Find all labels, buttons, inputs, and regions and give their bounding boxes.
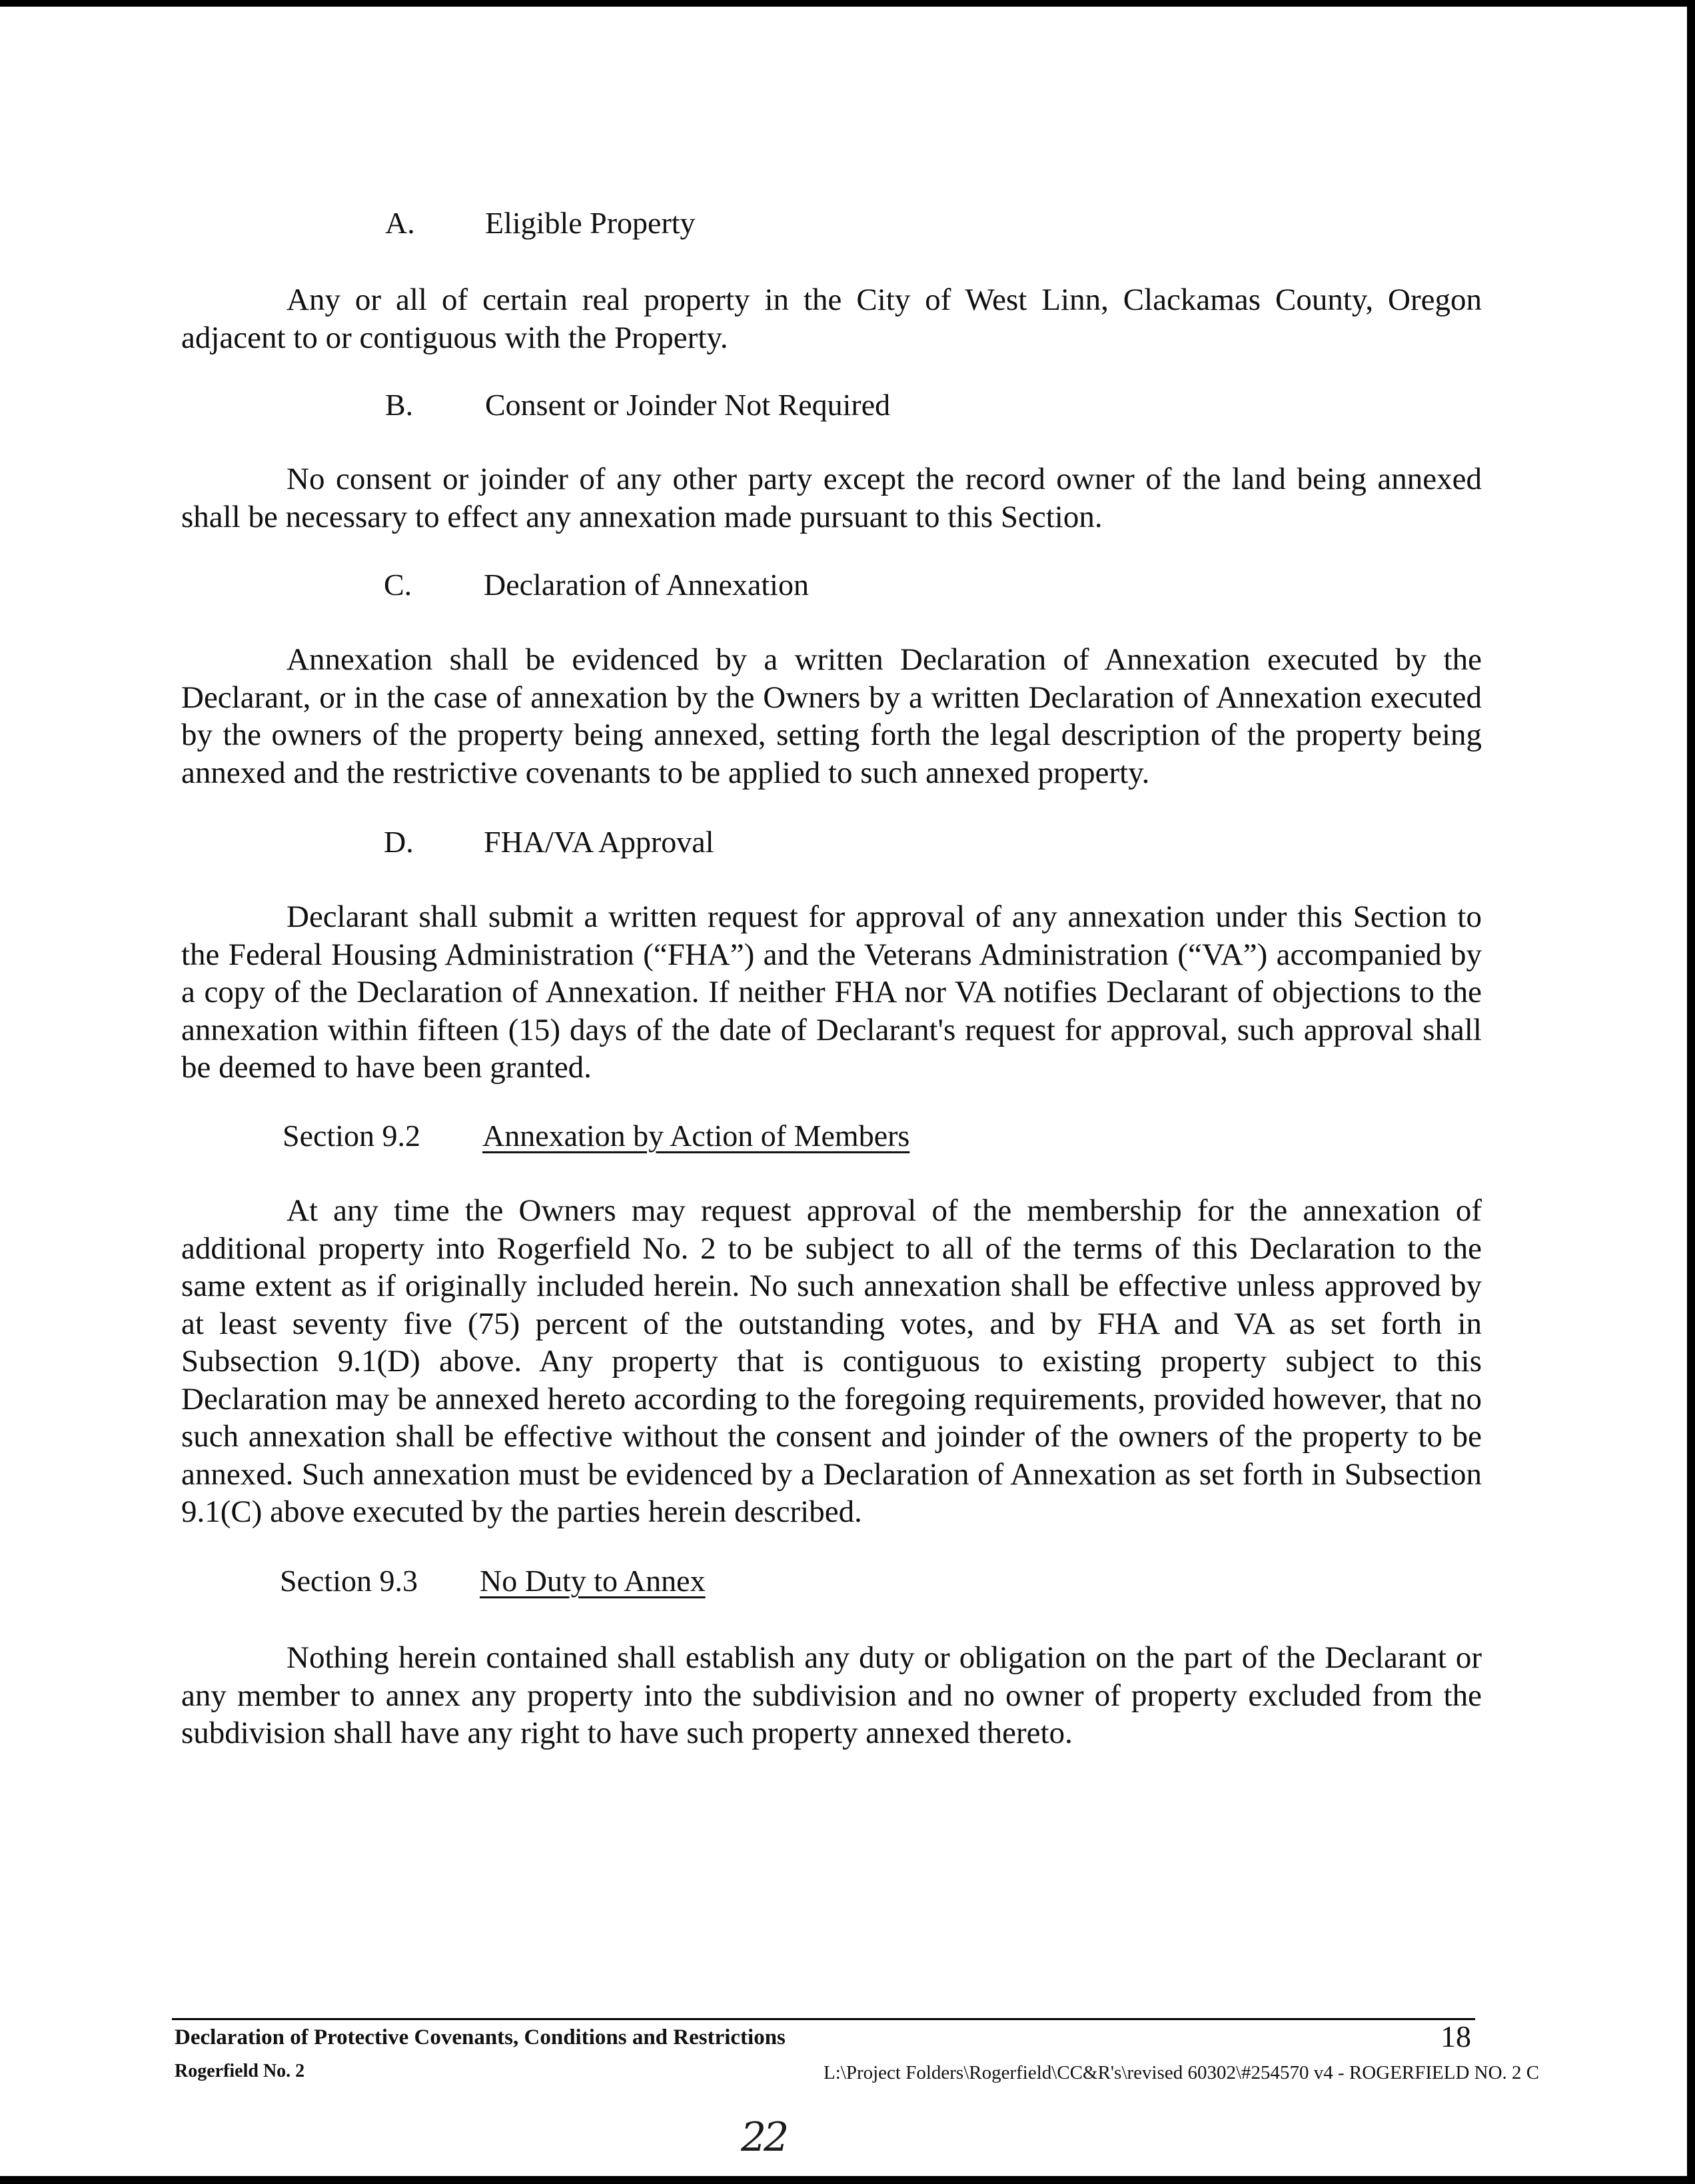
handwritten-page-number: 22 bbox=[741, 2114, 787, 2161]
section-9-3-body: Nothing herein contained shall establish any duty or obligation on the part of the Declarant or any member to annex any property into the subdivision and no owner of property excluded from the subdivision shall have any right to have such property annexed thereto. bbox=[181, 1640, 1482, 1750]
subsection-title: FHA/VA Approval bbox=[484, 825, 714, 859]
page-border-right bbox=[1687, 0, 1695, 2184]
subsection-letter: B. bbox=[385, 388, 414, 422]
section-number: Section 9.3 bbox=[280, 1564, 418, 1598]
subsection-letter: A. bbox=[385, 206, 415, 240]
section-9-2-heading bbox=[282, 1118, 909, 1154]
footer-file-path: L:\Project Folders\Rogerfield\CC&R's\revised 60302\#254570 v4 - ROGERFIELD NO. 2 C bbox=[824, 2062, 1540, 2083]
subsection-d-heading bbox=[384, 824, 714, 860]
footer-title: Declaration of Protective Covenants, Conditions and Restrictions bbox=[175, 2025, 786, 2049]
section-title: No Duty to Annex bbox=[480, 1564, 706, 1598]
subsection-title: Eligible Property bbox=[485, 206, 696, 240]
subsection-letter: C. bbox=[384, 568, 412, 602]
section-title: Annexation by Action of Members bbox=[482, 1119, 910, 1153]
subsection-d-body: Declarant shall submit a written request for approval of any annexation under this Section to the Federal Housing Administration (“FHA”) and the Veterans Administration (“VA”) accompanied by a copy of the Declaration of Annexation. If neither FHA nor VA notifies Declarant of objections to the annexation within fifteen (15) days of the date of Declarant's request for approval, such approval shall be deemed to have been granted. bbox=[181, 899, 1482, 1085]
page-border-bottom bbox=[0, 2176, 1695, 2184]
page-number: 18 bbox=[1440, 2019, 1471, 2053]
section-9-3-heading bbox=[280, 1563, 706, 1599]
subsection-title: Consent or Joinder Not Required bbox=[485, 388, 891, 422]
section-number: Section 9.2 bbox=[282, 1119, 420, 1153]
subsection-letter: D. bbox=[384, 825, 414, 859]
footer-subtitle: Rogerfield No. 2 bbox=[175, 2061, 305, 2081]
subsection-b-body: No consent or joinder of any other party except the record owner of the land being annexed shall be necessary to effect any annexation made pursuant to this Section. bbox=[181, 462, 1482, 534]
subsection-c-heading bbox=[384, 567, 809, 603]
subsection-a-heading bbox=[385, 205, 696, 241]
footer-divider bbox=[172, 2018, 1475, 2020]
subsection-b-heading bbox=[385, 387, 890, 423]
subsection-c-body: Annexation shall be evidenced by a written Declaration of Annexation executed by the Declarant, or in the case of annexation by the Owners by a written Declaration of Annexation executed by the owners of the property being annexed, setting forth the legal description of the property being annexed and the restrictive covenants to be applied to such annexed property. bbox=[181, 642, 1482, 790]
subsection-title: Declaration of Annexation bbox=[484, 568, 809, 602]
subsection-a-body: Any or all of certain real property in the City of West Linn, Clackamas County, Oregon adjacent to or contiguous with the Property. bbox=[181, 282, 1482, 355]
page-border-top bbox=[0, 0, 1695, 7]
section-9-2-body: At any time the Owners may request approval of the membership for the annexation of additional property into Rogerfield No. 2 to be subject to all of the terms of this Declaration to the same extent as if originally included herein. No such annexation shall be effective unless approved by at least seventy five (75) percent of the outstanding votes, and by FHA and VA as set forth in Subsection 9.1(D) above. Any property that is contiguous to existing property subject to this Declaration may be annexed hereto according to the foregoing requirements, provided however, that no such annexation shall be effective without the consent and joinder of the owners of the property to be annexed. Such annexation must be evidenced by a Declaration of Annexation as set forth in Subsection 9.1(C) above executed by the parties herein described. bbox=[181, 1193, 1482, 1529]
